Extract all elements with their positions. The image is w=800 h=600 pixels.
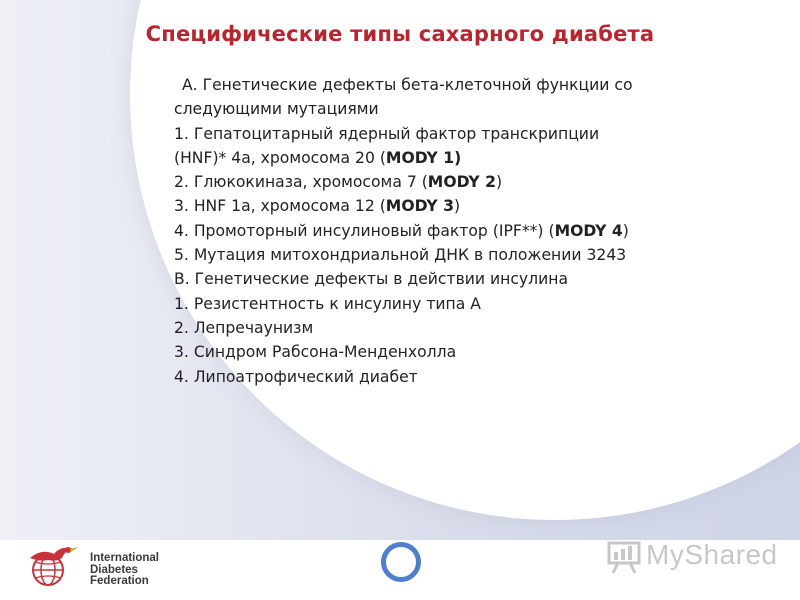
body-line [174,267,734,291]
body-line-part: ) [622,221,629,240]
slide-title: Специфические типы сахарного диабета [145,22,655,46]
body-line [174,170,734,194]
body-line [174,219,734,243]
body-line-part: 4. Липоатрофический диабет [174,367,418,386]
body-line [174,340,734,364]
body-line [174,243,734,267]
idf-line-2: Diabetes [90,563,138,576]
body-line [174,365,734,389]
watermark-text: MyShared [646,539,778,570]
body-line-bold-part: MODY 2 [427,173,496,192]
body-line-part: 1. Гепатоцитарный ядерный фактор транскрипции [174,124,600,143]
body-line-bold-part: MODY 1) [385,148,462,167]
body-line-part: (HNF)* 4a, хромосома 20 ( [174,148,386,167]
body-line-bold-part: MODY 3 [385,197,454,216]
body-line-part: 1. Резистентность к инсулину типа А [174,294,481,313]
body-line-part: В. Генетические дефекты в действии инсулина [174,270,568,289]
body-line-part: 3. HNF 1a, хромосома 12 ( [174,197,386,216]
slide-body [174,73,734,389]
body-line-part: ) [495,173,503,192]
presentation-board-icon [606,540,642,574]
idf-line-3: Federation [90,575,149,587]
body-line-part: ) [453,197,461,216]
body-line-part: 2. Лепречаунизм [174,318,314,337]
body-line [174,73,734,97]
body-line [174,146,734,170]
idf-line-1: International [90,552,160,564]
body-line-part: 2. Глюкокиназа, хромосома 7 ( [174,173,428,192]
idf-logo-text [90,553,159,588]
body-line-part: следующими мутациями [174,100,379,119]
ring-icon [381,542,421,582]
body-line-bold-part: MODY 4 [554,221,623,240]
body-line-part: 5. Мутация митохондриальной ДНК в положении 3243 [174,246,627,265]
body-line [174,316,734,340]
body-line [174,97,734,121]
body-line-part: А. Генетические дефекты бета-клеточной функции со [182,76,633,94]
body-line [174,122,734,146]
body-line [174,292,734,316]
body-line [174,194,734,218]
body-line-part: 4. Промоторный инсулиновый фактор (IPF**) ( [174,221,555,240]
body-line-part: 3. Синдром Рабсона-Менденхолла [174,343,457,362]
